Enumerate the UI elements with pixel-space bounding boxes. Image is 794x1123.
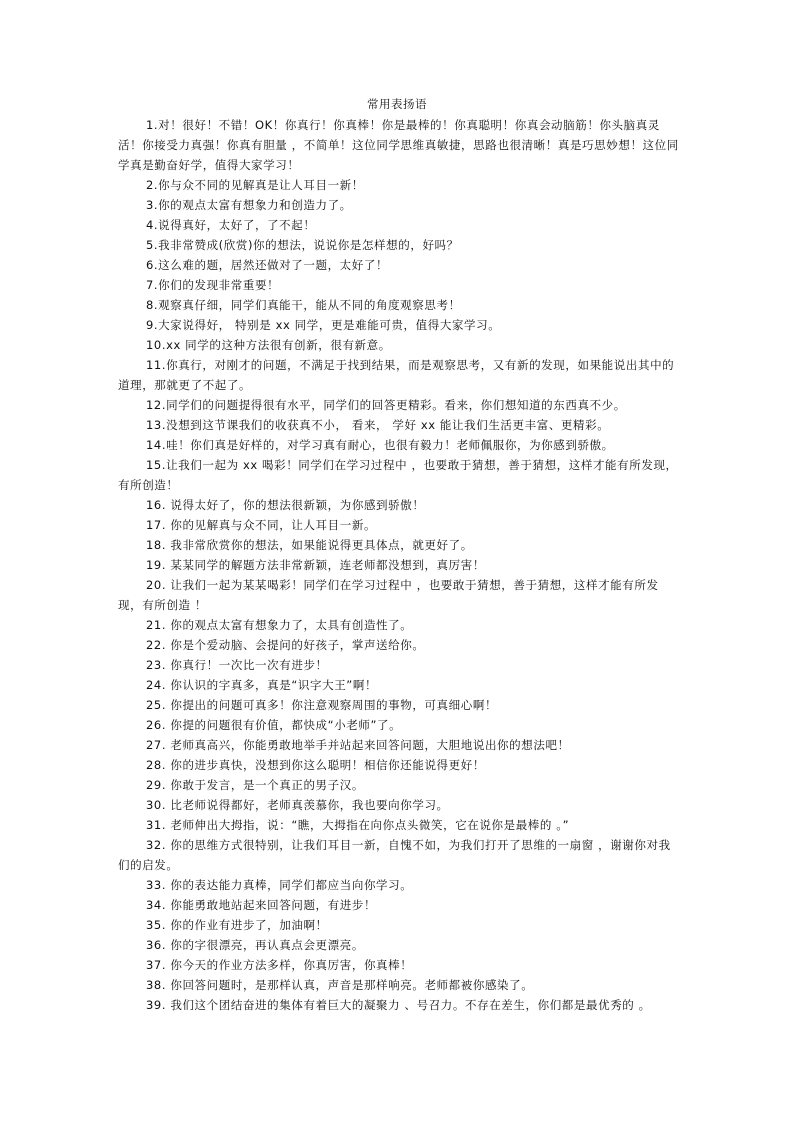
list-item: 18. 我非常欣赏你的想法，如果能说得更具体点，就更好了。: [146, 538, 473, 552]
list-item: 35. 你的作业有进步了，加油啊！: [146, 918, 328, 932]
list-item: 28. 你的进步真快，没想到你这么聪明！相信你还能说得更好！: [146, 758, 485, 772]
list-item: 3.你的观点太富有想象力和创造力了。: [146, 198, 352, 212]
list-item: 33. 你的表达能力真棒，同学们都应当向你学习。: [146, 878, 413, 892]
list-item: 14.哇！你们真是好样的，对学习真有耐心，也很有毅力！老师佩服你，为你感到骄傲。: [146, 438, 614, 452]
list-item: 5.我非常赞成(欣赏)你的想法，说说你是怎样想的，好吗？: [146, 238, 459, 252]
list-item: 30. 比老师说得都好，老师真羡慕你，我也要向你学习。: [146, 798, 449, 812]
document-title: 常用表扬语: [367, 97, 427, 111]
list-item: 9.大家说得好， 特别是 xx 同学，更是难能可贵，值得大家学习。: [146, 318, 501, 332]
list-item: 10.xx 同学的这种方法很有创新，很有新意。: [146, 338, 391, 352]
list-item: 1.对！很好！不错！OK！你真行！你真棒！你是最棒的！你真聪明！你真会动脑筋！你头脑真灵活！你接受力真强！你真有胆量 ，不简单！这位同学思维真敏捷，思路也很清晰！真是巧思妙想！这位同学真是勤奋好学，值得大家学习！: [118, 118, 679, 172]
list-item: 36. 你的字很漂亮，再认真点会更漂亮。: [146, 938, 364, 952]
list-item: 16. 说得太好了，你的想法很新颖，为你感到骄傲！: [146, 498, 425, 512]
list-item: 31. 老师伸出大拇指，说：“瞧，大拇指在向你点头微笑，它在说你是最棒的 。”: [146, 818, 570, 832]
list-item: 11.你真行，对刚才的问题，不满足于找到结果，而是观察思考，又有新的发现，如果能说出其中的道理，那就更了不起了。: [118, 358, 675, 392]
list-item: 38. 你回答问题时，是那样认真，声音是那样响亮。老师都被你感染了。: [146, 978, 534, 992]
list-item: 13.没想到这节课我们的收获真不小， 看来， 学好 xx 能让我们生活更丰富、更精彩。: [146, 418, 610, 432]
list-item: 37. 你今天的作业方法多样，你真厉害，你真棒！: [146, 958, 413, 972]
list-item: 22. 你是个爱动脑、会提问的好孩子，掌声送给你。: [146, 638, 425, 652]
list-item: 34. 你能勇敢地站起来回答问题，有进步！: [146, 898, 377, 912]
list-item: 6.这么难的题，居然还做对了一题，太好了！: [146, 258, 389, 272]
list-item: 4.说得真好，太好了，了不起！: [146, 218, 316, 232]
list-item: 15.让我们一起为 xx 喝彩！同学们在学习过程中 ，也要敢于猜想，善于猜想，这样才能有所发现，有所创造！: [118, 458, 678, 492]
list-item: 20. 让我们一起为某某喝彩！同学们在学习过程中 ，也要敢于猜想，善于猜想，这样才能有所发现，有所创造 ！: [118, 578, 659, 612]
list-item: 32. 你的思维方式很特别，让我们耳目一新，自愧不如，为我们打开了思维的一扇窗 ，谢谢你对我们的启发。: [118, 838, 671, 872]
list-item: 29. 你敢于发言，是一个真正的男子汉。: [146, 778, 364, 792]
list-item: 25. 你提出的问题可真多！你注意观察周围的事物，可真细心啊！: [146, 698, 498, 712]
list-item: 39. 我们这个团结奋进的集体有着巨大的凝聚力 、号召力。不存在差生，你们都是最优秀的 。: [146, 998, 651, 1012]
list-item: 17. 你的见解真与众不同，让人耳目一新。: [146, 518, 377, 532]
list-item: 12.同学们的问题提得很有水平，同学们的回答更精彩。看来，你们想知道的东西真不少。: [146, 398, 626, 412]
list-item: 26. 你提的问题很有价值，都快成“小老师”了。: [146, 718, 402, 732]
document-body: [118, 115, 680, 1015]
list-item: 8.观察真仔细，同学们真能干，能从不同的角度观察思考！: [146, 298, 461, 312]
list-item: 19. 某某同学的解题方法非常新颖，连老师都没想到，真厉害！: [146, 558, 485, 572]
list-item: 21. 你的观点太富有想象力了，太具有创造性了。: [146, 618, 413, 632]
list-item: 27. 老师真高兴，你能勇敢地举手并站起来回答问题，大胆地说出你的想法吧！: [146, 738, 570, 752]
list-item: 2.你与众不同的见解真是让人耳目一新！: [146, 178, 364, 192]
list-item: 24. 你认识的字真多，真是“识字大王”啊！: [146, 678, 378, 692]
list-item: 7.你们的发现非常重要！: [146, 278, 280, 292]
list-item: 23. 你真行！一次比一次有进步！: [146, 658, 328, 672]
